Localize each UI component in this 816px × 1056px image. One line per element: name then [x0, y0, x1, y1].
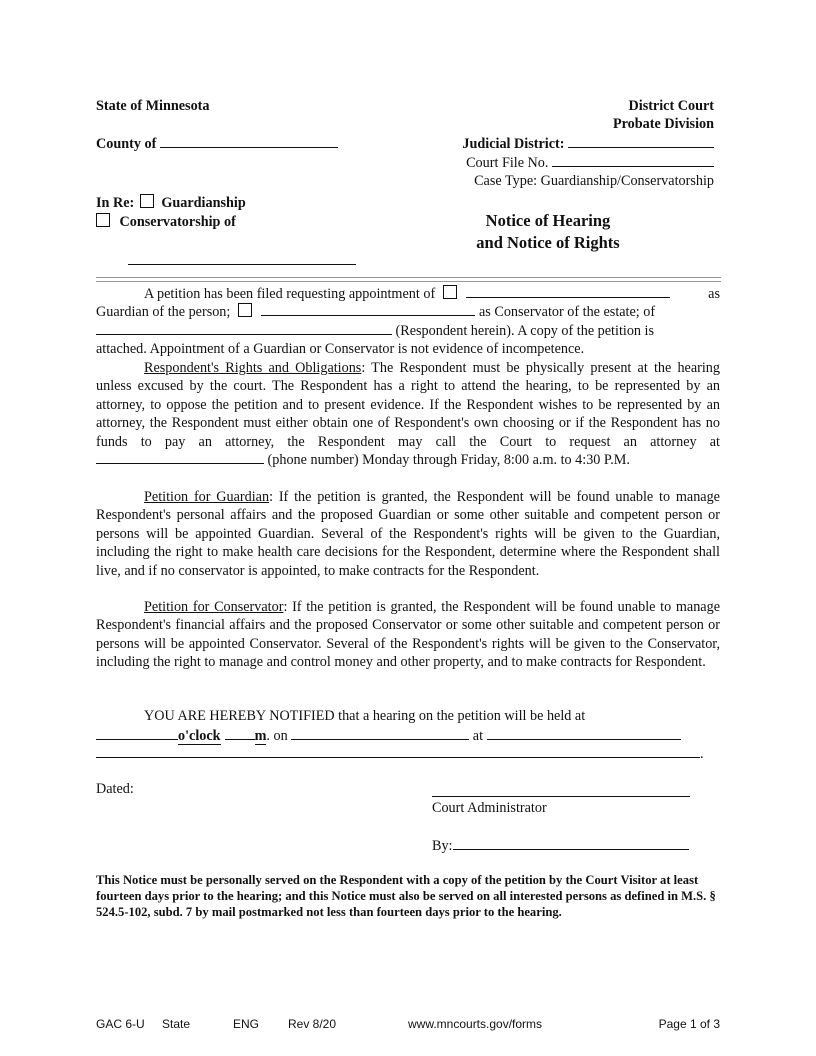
conservator-of-checkbox[interactable] — [238, 303, 252, 317]
guardian-paragraph — [96, 488, 720, 580]
guardian-name-field[interactable] — [466, 285, 670, 298]
court-file-label: Court File No. — [466, 155, 549, 171]
county-label: County of — [96, 136, 157, 152]
conservator-heading: Petition for Conservator — [144, 599, 284, 615]
petition-paragraph — [96, 285, 720, 359]
in-re-row — [96, 194, 246, 212]
rights-paragraph — [96, 359, 720, 469]
guardian-heading: Petition for Guardian — [144, 489, 270, 505]
hearing-date-field[interactable] — [291, 727, 469, 740]
county-row — [96, 135, 338, 153]
conservator-paragraph — [96, 598, 720, 672]
guardianship-checkbox[interactable] — [140, 194, 154, 208]
respondent-name-field-row — [128, 252, 356, 270]
conservatorship-checkbox[interactable] — [96, 213, 110, 227]
respondent-field[interactable] — [96, 322, 392, 335]
at-label: at — [472, 728, 484, 744]
petition-text-f: attached. Appointment of a Guardian or Conservator is not evidence of incompetence. — [96, 341, 585, 358]
petition-text-d: as Conservator of the estate; of — [479, 304, 656, 321]
conservator-text: : If the petition is granted, the Respondent will be found unable to manage Respondent's financial affairs and the proposed Conservator or some other suitable and competent person or persons will be appointed Conservator. Several of the Respondent's rights will be given to the Conservator, including the right to manage and control money and other property, and to make contracts for Respondent. — [96, 599, 720, 671]
footer-page-number: Page 1 of 3 — [658, 1017, 720, 1031]
rights-text: : The Respondent must be physically present at the hearing unless excused by the court. The Respondent has a right to attend the hearing, to be represented by an attorney, to oppose the petition and to present evidence. If the Respondent wishes to be represented by an attorney, the Respondent must either obtain one of Respondent's own choosing or if the Respondent has no funds to pay an attorney, the Respondent may call the Court to request an attorney at — [96, 360, 720, 450]
in-re-label: In Re: — [96, 195, 135, 211]
m-label: m — [254, 728, 267, 744]
conservator-name-field[interactable] — [261, 303, 475, 316]
hearing-notified: YOU ARE HEREBY NOTIFIED that a hearing on the petition will be held at — [144, 708, 586, 724]
court-admin-label: Court Administrator — [432, 800, 547, 816]
guardian-text: : If the petition is granted, the Respondent will be found unable to manage Respondent's personal affairs and the proposed Guardian or some other suitable and competent person or persons will be appointed Guardian. Several of the Respondent's rights will be given to the Guardian, including the right to make health care decisions for the Respondent, determine where the Respondent shall live, and if no conservator is appointed, to make contracts for the Respondent. — [96, 489, 720, 579]
footer-revision: Rev 8/20 — [288, 1017, 337, 1031]
judicial-district-row — [462, 135, 714, 153]
footer-url[interactable]: www.mncourts.gov/forms — [408, 1017, 543, 1031]
hearing-location-field-2[interactable] — [96, 745, 700, 758]
title-line-1: Notice of Hearing — [485, 211, 611, 230]
header-divider — [96, 277, 721, 282]
court-file-field[interactable] — [552, 154, 714, 167]
conservatorship-label: Conservatorship of — [119, 214, 236, 230]
respondent-name-field[interactable] — [128, 252, 356, 265]
document-title — [440, 210, 656, 254]
petition-text-e: (Respondent herein). A copy of the petition is — [395, 322, 655, 339]
hearing-location-row — [96, 745, 704, 763]
dated-label: Dated: — [96, 781, 134, 797]
hearing-time-row — [96, 727, 681, 745]
conservatorship-row — [96, 213, 236, 231]
title-line-2: and Notice of Rights — [476, 233, 620, 252]
hearing-location-field[interactable] — [487, 727, 681, 740]
petition-text-a: A petition has been filed requesting appointment of — [144, 286, 436, 302]
by-row — [432, 837, 689, 855]
county-field[interactable] — [160, 135, 338, 148]
judicial-district-label: Judicial District: — [462, 136, 565, 152]
guardianship-label: Guardianship — [161, 195, 246, 211]
petition-text-c: Guardian of the person; — [96, 304, 231, 321]
location-period: . — [700, 746, 704, 762]
oclock-label: o'clock — [178, 728, 221, 744]
state-label: State of Minnesota — [96, 98, 210, 114]
attorney-phone-field[interactable] — [96, 451, 264, 464]
on-label: . on — [266, 728, 288, 744]
by-signature-field[interactable] — [453, 837, 689, 850]
service-notice: This Notice must be personally served on the Respondent with a copy of the petition by the Court Visitor at least fourteen days prior to the hearing; and this Notice must also be served on all interested persons as defined in M.S. § 524.5-102, subd. 7 by mail postmarked not less than fourteen days prior to the hearing. — [96, 873, 716, 919]
court-label: District Court — [628, 98, 714, 114]
petition-text-b: as — [708, 286, 720, 302]
court-file-row — [466, 154, 714, 172]
case-type: Case Type: Guardianship/Conservatorship — [474, 173, 714, 189]
admin-signature-field[interactable] — [432, 784, 690, 797]
rights-phone-text: (phone number) Monday through Friday, 8:00 a.m. to 4:30 P.M. — [267, 452, 630, 469]
guardian-of-checkbox[interactable] — [443, 285, 457, 299]
rights-heading: Respondent's Rights and Obligations — [144, 360, 362, 376]
division-label: Probate Division — [612, 116, 714, 132]
footer-form-id: GAC 6-U — [96, 1017, 145, 1031]
judicial-district-field[interactable] — [568, 135, 714, 148]
footer-language: ENG — [233, 1017, 260, 1031]
by-label: By: — [432, 838, 453, 854]
hearing-hour-field[interactable] — [96, 727, 178, 740]
am-pm-field[interactable] — [225, 727, 255, 740]
footer-state: State — [162, 1017, 191, 1031]
